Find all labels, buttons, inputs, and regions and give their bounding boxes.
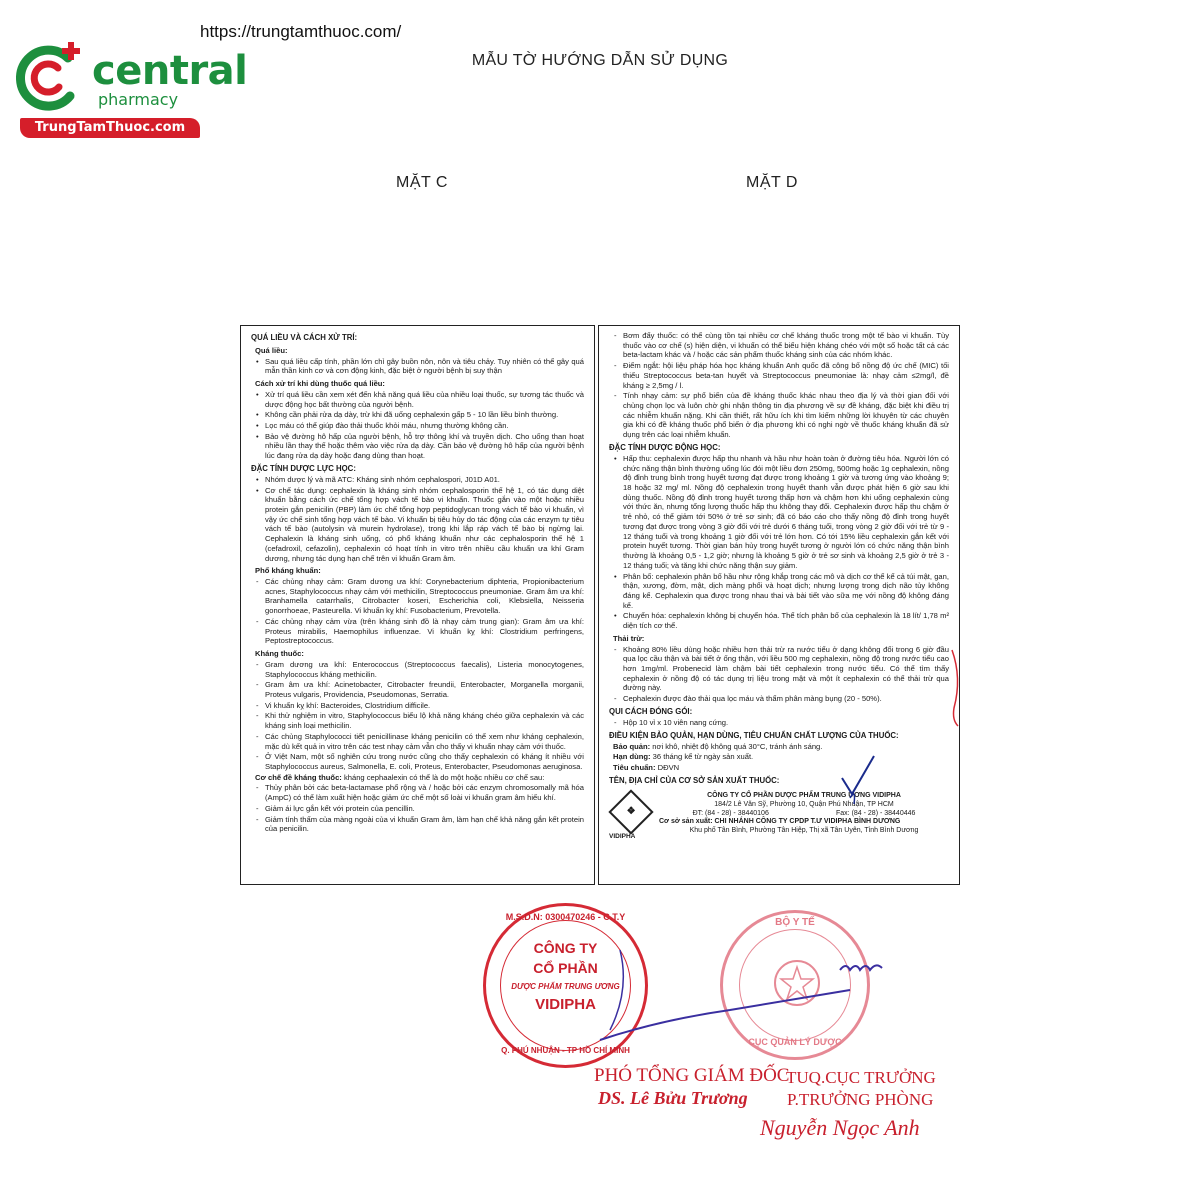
list-item: - Giảm tính thấm của màng ngoài của vi khuẩn Gram âm, làm hạn chế khả năng gắn kết protein của penicilin. (265, 815, 584, 834)
manufacturer-text (659, 792, 949, 837)
list-item: - Các chủng nhạy cảm vừa (trên kháng sinh đồ là nhạy cảm trung gian): Gram âm ưa khí: Proteus mirabilis, Haemophilus influenzae. Vi khuẩn kỵ khí: Clostridium perfringens, Peptostreptococcus. (265, 617, 584, 646)
source-url: https://trungtamthuoc.com/ (200, 22, 402, 41)
logo-brand-text: central (92, 48, 248, 94)
company-phone: ĐT: (84 - 28) - 38440106 (692, 809, 769, 817)
signer-title-right-2: P.TRƯỞNG PHÒNG (787, 1090, 934, 1109)
list-item: • Chuyển hóa: cephalexin không bị chuyển hóa. Thể tích phân bố của cephalexin là 18 lít/ 1,78 m² diện tích cơ thể. (623, 611, 949, 630)
list-item: - Các chủng Staphylococci tiết penicillinase kháng penicilin có thể xem như kháng cephalexin, mặc dù kết quả in vitro trên các test nhạy cảm vẫn cho thấy vi khuẩn nhạy cảm với thuốc. (265, 732, 584, 751)
standard-label: Tiêu chuẩn: (613, 762, 656, 772)
vidipha-logo-icon: ❖ (608, 789, 653, 834)
list-item: - Gram dương ưa khí: Enterococcus (Streptococcus faecalis), Listeria monocytogenes, Staphylococcus kháng methicilin. (265, 660, 584, 679)
logo-banner: TrungTamThuoc.com (20, 118, 200, 138)
signer-name-left: DS. Lê Bửu Trương (598, 1088, 748, 1108)
subheading-elimination: Thải trừ: (613, 633, 645, 643)
storage-label: Bảo quản: (613, 741, 651, 751)
standard-line (613, 763, 949, 773)
signer-title-left: PHÓ TỔNG GIÁM ĐỐC (594, 1065, 790, 1086)
list-item: - Tính nhạy cảm: sự phổ biến của đề kháng thuốc khác nhau theo địa lý và thời gian đối với chủng chọn lọc và luôn chờ ghi nhận thông tin địa phương về sự đề kháng, đặc biệt khi điều trị các nhiễm khuẩn nặng. Khi cần thiết, rất hữu ích khi tìm kiếm những lời khuyên từ các chuyên gia khi có đề kháng thuốc phổ biến ở địa phương khi có nghi ngờ về thuốc kháng khuẩn đã sử dụng trên các loại nhiễm khuẩn. (623, 391, 949, 440)
stamp-top-text: BỘ Y TẾ (775, 917, 815, 928)
section-heading-manufacturer: TÊN, ĐỊA CHỈ CỦA CƠ SỞ SẢN XUẤT THUỐC: (609, 775, 780, 785)
section-heading-pharmacokinetics: ĐẶC TÍNH DƯỢC ĐỘNG HỌC: (609, 442, 721, 452)
leaflet-page-d (598, 325, 960, 885)
logo-sub-text: pharmacy (98, 90, 179, 109)
list-item: • Phân bố: cephalexin phân bố hầu như rộng khắp trong các mô và dịch cơ thể kể cả túi mật, gan, thận, xương, đờm, mật, dịch màng phổi và hoạt dịch; nhưng lượng trong dịch não tủy không đáng kể. Cephalexin qua được trong nhau thai và bài tiết vào sữa mẹ với nồng độ không đáng kể. (623, 572, 949, 611)
list-item: - Khoảng 80% liều dùng hoặc nhiều hơn thải trừ ra nước tiểu ở dạng không đổi trong 6 giờ đầu qua lọc cầu thận và bài tiết ở ống thận, với liều 500 mg cephalexin, nồng độ trong nước tiểu cao hơn 1mg/ml. Probenecid làm chậm bài tiết cephalexin trong nước tiểu. Có thể tìm thấy cephalexin ở nồng độ có tác dụng trị liệu trong mật và một ít cephalexin có thể thải trừ qua đường này. (623, 645, 949, 694)
company-fax: Fax: (84 - 28) - 38440446 (836, 809, 916, 817)
list-item: • Cơ chế tác dụng: cephalexin là kháng sinh nhóm cephalosporin thế hệ 1, có tác dụng diệt khuẩn bằng cách ức chế tổng hợp vách tế bào vi khuẩn. Thuốc gắn vào một hoặc nhiều protein gắn penicilin (PBP) làm ức chế tổng hợp peptidoglycan trong vách tế bào vi khuẩn, vì vậy ức chế sinh tổng hợp vách tế bào. Vi khuẩn bị tiêu hủy do tác động của các enzym tự tiêu vách tế bào (autolysin và murein hydrolase), trong khi lắp ráp vách tế bào bị ngừng lại. Cephalexin là kháng sinh uống, có phổ kháng khuẩn như các cephalosporin thế hệ 1 (cefadroxil, cefazolin), cephalexin có hoạt tính in vitro trên nhiều cầu khuẩn ưa khí Gram dương, nhưng tác dụng hạn chế trên vi khuẩn Gram âm. (265, 486, 584, 564)
list-item: - Cephalexin được đào thải qua lọc máu và thẩm phân màng bụng (20 - 50%). (623, 694, 949, 704)
factory-label: Cơ sở sản xuất: (659, 818, 713, 826)
subheading-spectrum: Phổ kháng khuẩn: (255, 566, 321, 576)
list-item: - Vi khuẩn kỵ khí: Bacteroides, Clostridium difficile. (265, 701, 584, 711)
list-item: - Ở Việt Nam, một số nghiên cứu trong nước cũng cho thấy cephalexin có kháng ít nhiều với Staphylococcus aureus, Salmonella, E. coli, Proteus, Enterobacter, Pseudomonas aeruginosa. (265, 752, 584, 771)
mechanism-label: Cơ chế đề kháng thuốc: (255, 772, 342, 782)
section-heading-packaging: QUI CÁCH ĐÓNG GÓI: (609, 706, 693, 716)
list-item: • Bảo vệ đường hô hấp của người bệnh, hỗ trợ thông khí và truyền dịch. Cho uống than hoạt nhiều lần thay thế hoặc thêm vào việc rửa dạ dày. Cần bảo vệ đường hô hấp của người bệnh lúc đang rửa dạ dày hoặc đang dùng than hoạt. (265, 432, 584, 461)
red-margin-mark-icon (948, 648, 964, 728)
list-item: • Nhóm dược lý và mã ATC: Kháng sinh nhóm cephalospori, J01D A01. (265, 475, 584, 485)
shelf-life-value: 36 tháng kể từ ngày sản xuất. (652, 752, 754, 762)
signer-name-right: Nguyễn Ngọc Anh (760, 1115, 920, 1140)
vidipha-logo (609, 792, 651, 838)
list-item: - Thủy phân bởi các beta-lactamase phổ rộng và / hoặc bởi các enzym chromosomally mã hóa (AmpC) có thể làm xuất hiện hoặc giảm ức chế một số loài vi khuẩn gram âm hiếu khí. (265, 783, 584, 802)
section-heading-overdose: QUÁ LIỀU VÀ CÁCH XỬ TRÍ: (251, 333, 358, 342)
list-item: - Điểm ngắt: hội liệu pháp hóa học kháng khuẩn Anh quốc đã công bố nồng độ ức chế (MIC) tối thiểu Streptococcus beta-tan huyết và Streptococcus pneumoniae là: nhạy cảm ≤2mg/l, đề kháng ≥ 2,5mg / l. (623, 361, 949, 390)
stamp-arc-text: M.S.D.N: 0300470246 - C.T.Y (505, 912, 626, 922)
document-title: MẪU TỜ HƯỚNG DẪN SỬ DỤNG (471, 52, 729, 69)
stamp-line-1: CÔNG TY (533, 940, 598, 956)
list-item: • Không cần phải rửa dạ dày, trừ khi đã uống cephalexin gấp 5 - 10 lần liều bình thường. (265, 410, 584, 420)
signer-title-right-1: TUQ.CỤC TRƯỞNG (786, 1068, 936, 1087)
shelf-life-label: Hạn dùng: (613, 752, 651, 762)
list-item: • Lọc máu có thể giúp đào thải thuốc khỏi máu, nhưng thường không cần. (265, 421, 584, 431)
factory-name: CHI NHÁNH CÔNG TY CPDP T.Ư VIDIPHA BÌNH DƯƠNG (714, 818, 901, 826)
stamp-line-2: CỔ PHẦN (533, 960, 598, 976)
stamp-line-5: Q. PHÚ NHUẬN - TP HỒ CHÍ MINH (501, 1046, 630, 1055)
list-item: - Hộp 10 vỉ x 10 viên nang cứng. (623, 718, 949, 728)
vidipha-logo-text: VIDIPHA (609, 832, 636, 840)
initial-signature-icon (838, 752, 878, 808)
leaflet-page-c (240, 325, 595, 885)
subheading-treatment: Cách xử trí khi dùng thuốc quá liều: (255, 379, 385, 389)
list-item: - Gram âm ưa khí: Acinetobacter, Citrobacter freundii, Enterobacter, Morganella morganii, Proteus vulgaris, Providencia, Pseudomonas, Serratia. (265, 680, 584, 699)
standard-value: DĐVN (657, 762, 680, 772)
list-item: • Xử trí quá liều cần xem xét đến khả năng quá liều của nhiều loại thuốc, sự tương tác thuốc và dược động học bất thường của người bệnh. (265, 390, 584, 409)
stamp-line-3: DƯỢC PHẨM TRUNG ƯƠNG (511, 982, 620, 991)
face-d-label: MẶT D (746, 174, 798, 191)
list-item: • Hấp thu: cephalexin được hấp thu nhanh và hầu như hoàn toàn ở đường tiêu hóa. Người lớn có chức năng thận bình thường uống lúc đói một liều đơn 250mg, 500mg hoặc 1g cephalexin, nồng độ đỉnh trung bình trong huyết tương đạt được trong khoảng 1 giờ và tương ứng vào khoảng 9; 18 hoặc 32 mg/ ml. Nồng độ cephalexin trong huyết thanh vẫn được phát hiện 6 giờ sau khi dùng thuốc. Nồng độ đỉnh trong huyết tương thấp hơn và chậm hơn khi uống cephalexin cùng với thức ăn, nhưng tổng lượng thuốc hấp thu không thay đổi. Cephalexin được hấp thu chậm ở trẻ nhỏ, có thể giảm tới 50% ở trẻ sơ sinh; đã có báo cáo cho thấy nồng độ đỉnh trong huyết tương đạt được trong vòng 3 giờ đối với trẻ dưới 6 tháng tuổi, trong vòng 2 giờ đối với trẻ từ 9 - 12 tháng tuổi và trong khoảng 1 giờ đối với trẻ lớn hơn. Có tới 15% liều cephalexin gắn kết với protein huyết tương. Thời gian bán hủy trong huyết tương ở người lớn có chức năng thận bình thường là khoảng 0,5 - 1,2 giờ; nhưng là khoảng 5 giờ ở trẻ sơ sinh và khoảng 2,5 giờ ở trẻ 3 - 12 tháng tuổi; và tăng khi chức năng thận suy giảm. (623, 454, 949, 571)
storage-line (613, 742, 949, 752)
list-item: - Giảm ái lực gắn kết với protein của pencillin. (265, 804, 584, 814)
shelf-life-line (613, 752, 949, 762)
factory-address: Khu phố Tân Bình, Phường Tân Hiệp, Thị xã Tân Uyên, Tỉnh Bình Dương (689, 827, 919, 835)
section-heading-pharmacodynamics: ĐẶC TÍNH DƯỢC LỰC HỌC: (251, 463, 356, 473)
company-name: CÔNG TY CỔ PHẦN DƯỢC PHẨM TRUNG ƯƠNG VIDIPHA (707, 791, 901, 799)
subheading-resistance: Kháng thuốc: (255, 649, 304, 659)
face-c-label: MẶT C (396, 174, 448, 191)
section-heading-storage: ĐIỀU KIỆN BẢO QUẢN, HẠN DÙNG, TIÊU CHUẨN CHẤT LƯỢNG CỦA THUỐC: (609, 730, 899, 740)
stamp-bottom-text: CỤC QUẢN LÝ DƯỢC (748, 1037, 842, 1047)
company-address: 184/2 Lê Văn Sỹ, Phường 10, Quận Phú Nhuận, TP HCM (714, 800, 894, 808)
subheading-overdose: Quá liều: (255, 345, 288, 355)
list-item: • Sau quá liều cấp tính, phần lớn chỉ gây buồn nôn, nôn và tiêu chảy. Tuy nhiên có thể gây quá mẫn thần kinh cơ và cơn động kinh, đặc biệt ở người bệnh bị suy thận (265, 357, 584, 376)
manufacturer-block (609, 792, 949, 838)
resistance-mechanism-intro (255, 773, 584, 783)
storage-value: nơi khô, nhiệt độ không quá 30°C, tránh ánh sáng. (652, 741, 823, 751)
pharmacy-logo-icon (10, 38, 90, 116)
mechanism-intro-text: kháng cephaalexin có thể là do một hoặc nhiều cơ chế sau: (343, 772, 545, 782)
list-item: - Khi thử nghiệm in vitro, Staphylococcus biểu lộ khả năng kháng chéo giữa cephalexin và các kháng sinh loại methicilin. (265, 711, 584, 730)
stamp-line-4: VIDIPHA (535, 996, 596, 1013)
list-item: - Bơm đẩy thuốc: có thể cùng tồn tại nhiều cơ chế kháng thuốc trong một tế bào vi khuẩn. Tùy thuốc vào cơ chế (s) hiện diện, vi khuẩn có thể biểu hiện kháng chéo với một số hoặc tất cả các beta-lactam khác và / hoặc các sản phẩm thuốc kháng sinh của các nhóm khác. (623, 331, 949, 360)
handwritten-signature-icon (590, 940, 890, 1050)
list-item: - Các chủng nhạy cảm: Gram dương ưa khí: Corynebacterium diphteria, Propionibacterium acnes, Staphylococcus nhạy cảm với methicilin, Streptococcus pneumoniae. Gram âm ưa khí: Branhamella catarrhalis, Citrobacter koseri, Escherichia coli, Klebsiella, Neisseria gonorrhoeae, Pasteurella. Vi khuẩn kỵ khí: Fusobacterium, Prevotella. (265, 577, 584, 616)
